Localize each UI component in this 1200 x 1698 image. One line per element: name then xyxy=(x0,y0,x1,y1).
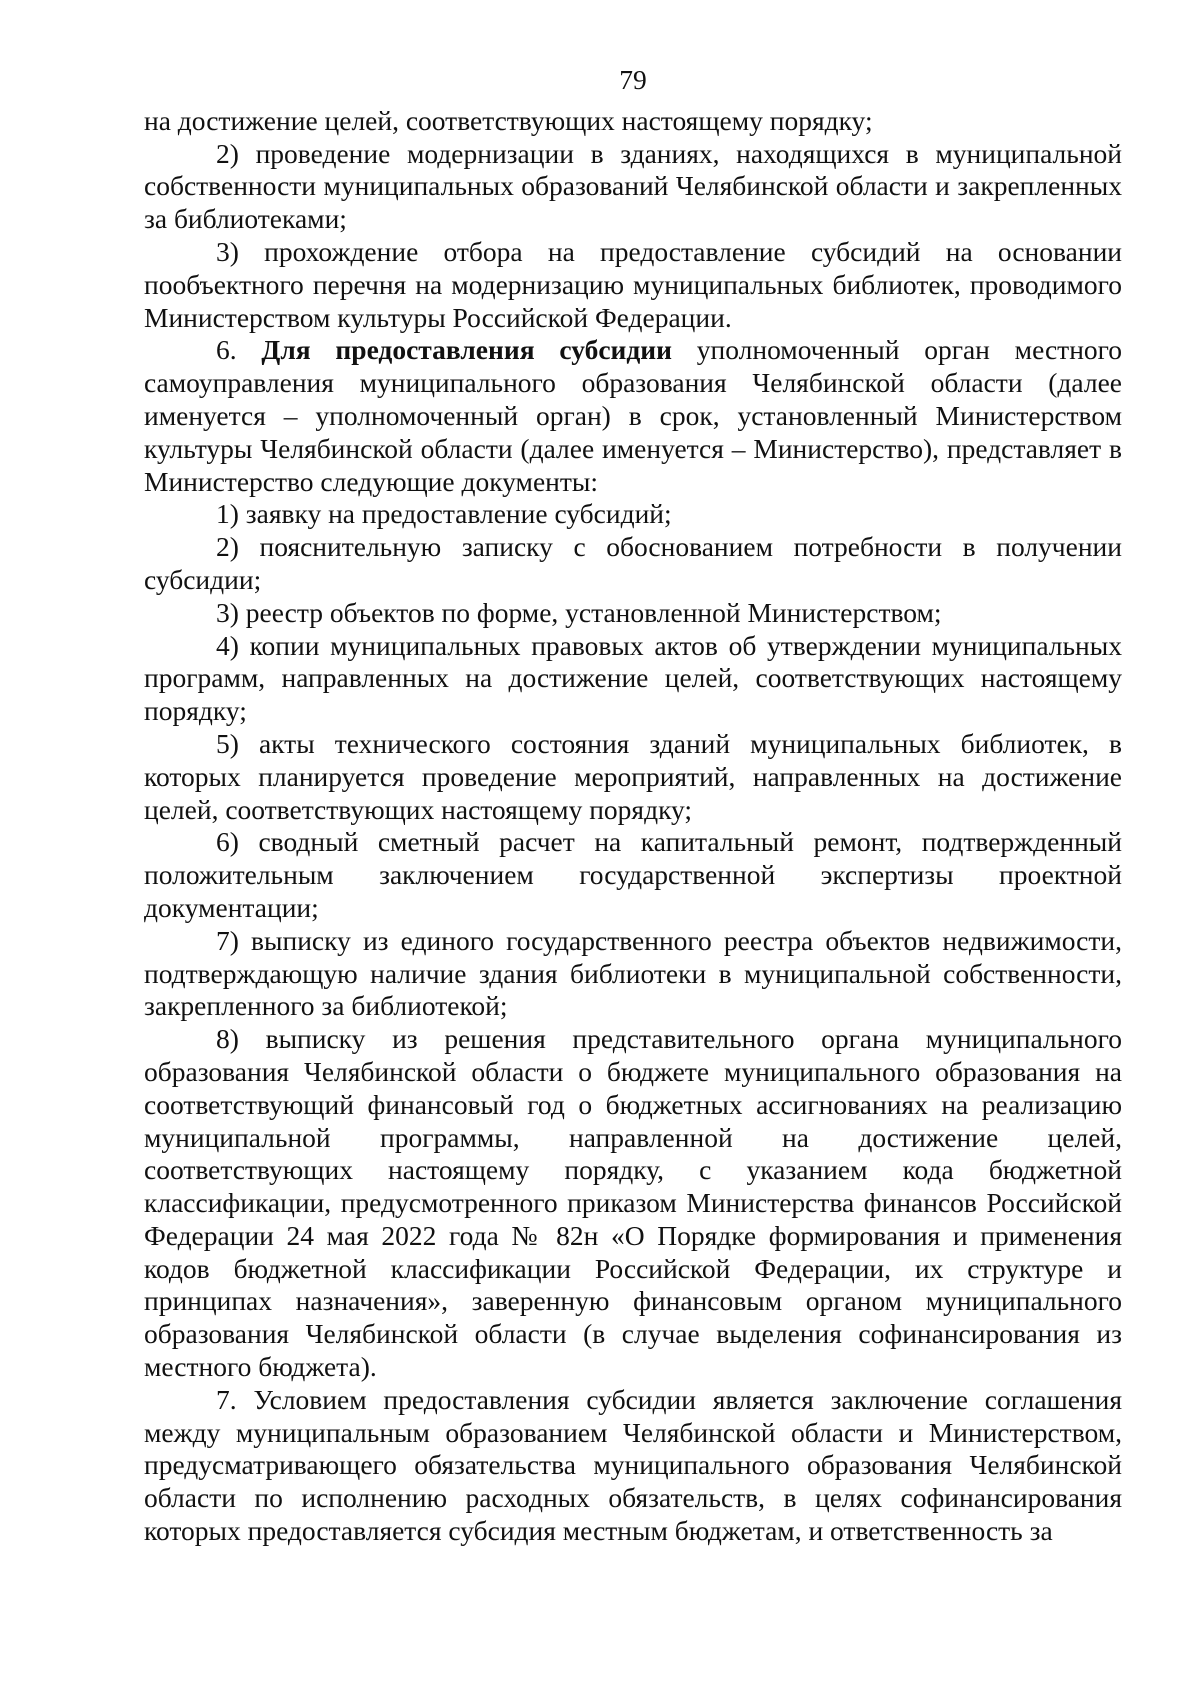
doc-item-6-estimate: 6) сводный сметный расчет на капитальный ремонт, подтвержденный положительным заключением государственной экспертизы проектной документации; xyxy=(144,826,1122,923)
section-6-text: уполномоченный орган местного самоуправления муниципального образования Челябинской области (далее именуется – уполномоченный орган) в срок, установленный Министерством культуры Челябинской области (далее именуется – Министерство), представляет в Министерство следующие документы: xyxy=(144,334,1123,497)
section-7-paragraph: 7. Условием предоставления субсидии является заключение соглашения между муниципальным образованием Челябинской области и Министерством, предусматривающего обязательства муниципального образования Челябинской области по исполнению расходных обязательств, в целях софинансирования которых предоставляется субсидия местным бюджетам, и ответственность за xyxy=(144,1383,1122,1547)
document-page xyxy=(144,64,1122,1548)
section-6-paragraph xyxy=(144,334,1122,498)
doc-item-5-technical-acts: 5) акты технического состояния зданий муниципальных библиотек, в которых планируется проведение мероприятий, направленных на достижение целей, соответствующих настоящему порядку; xyxy=(144,727,1122,825)
doc-item-7-registry-extract: 7) выписку из единого государственного реестра объектов недвижимости, подтверждающую наличие здания библиотеки в муниципальной собственности, закрепленного за библиотекой; xyxy=(144,924,1122,1022)
doc-item-2-explanatory-note: 2) пояснительную записку с обоснованием потребности в получении субсидии; xyxy=(144,531,1122,595)
doc-item-1-application: 1) заявку на предоставление субсидий; xyxy=(216,498,672,530)
list-item-3-selection: 3) прохождение отбора на предоставление субсидий на основании пообъектного перечня на модернизацию муниципальных библиотек, проводимого Министерством культуры Российской Федерации. xyxy=(144,235,1122,333)
page-number: 79 xyxy=(619,64,647,95)
section-6-bold-heading: Для предоставления субсидии xyxy=(261,334,672,366)
doc-item-4-legal-acts: 4) копии муниципальных правовых актов об утверждении муниципальных программ, направленных на достижение целей, соответствующих настоящему порядку; xyxy=(144,629,1122,727)
doc-item-3-registry: 3) реестр объектов по форме, установленной Министерством; xyxy=(216,596,942,628)
paragraph-continuation: на достижение целей, соответствующих настоящему порядку; xyxy=(144,104,873,136)
section-6-number: 6. xyxy=(216,334,262,366)
doc-item-8-budget-extract: 8) выписку из решения представительного органа муниципального образования Челябинской области о бюджете муниципального образования на соответствующий финансовый год о бюджетных ассигнованиях на реализацию муниципальной программы, направленной на достижение целей, соответствующих настоящему порядку, с указанием кода бюджетной классификации, предусмотренного приказом Министерства финансов Российской Федерации 24 мая 2022 года № 82н «О Порядке формирования и применения кодов бюджетной классификации Российской Федерации, их структуре и принципах назначения», заверенную финансовым органом муниципального образования Челябинской области (в случае выделения софинансирования из местного бюджета). xyxy=(144,1023,1122,1383)
list-item-2-modernization: 2) проведение модернизации в зданиях, находящихся в муниципальной собственности муниципальных образований Челябинской области и закрепленных за библиотеками; xyxy=(144,137,1122,235)
